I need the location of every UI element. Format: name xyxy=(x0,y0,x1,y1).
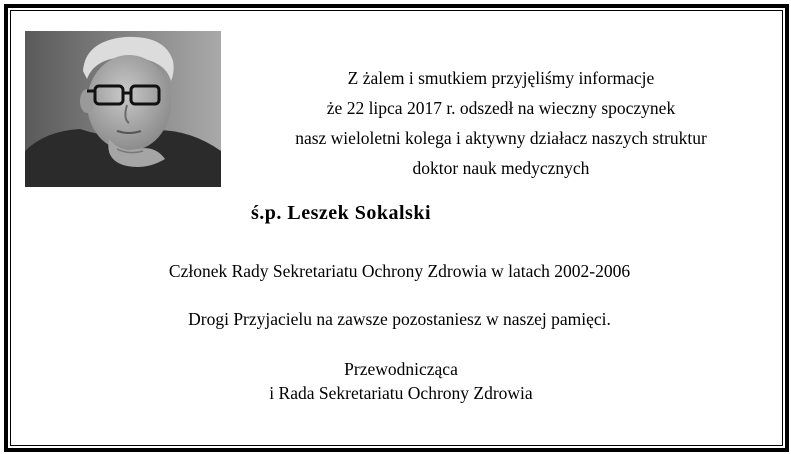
intro-text xyxy=(231,63,771,183)
intro-line: doktor nauk medycznych xyxy=(412,158,590,178)
farewell-message: Drogi Przyjacielu na zawsze pozostaniesz w naszej pamięci. xyxy=(188,309,611,329)
obituary-inner-frame xyxy=(10,10,783,446)
signature-line: i Rada Sekretariatu Ochrony Zdrowia xyxy=(269,383,533,403)
signature xyxy=(171,357,631,405)
intro-line: nasz wieloletni kolega i aktywny działacz naszych struktur xyxy=(295,128,707,148)
deceased-name: ś.p. Leszek Sokalski xyxy=(250,202,432,224)
obituary-card xyxy=(4,4,789,452)
intro-line: że 22 lipca 2017 r. odszedł na wieczny spoczynek xyxy=(326,98,676,118)
signature-line: Przewodnicząca xyxy=(344,359,458,379)
deceased-role: Członek Rady Sekretariatu Ochrony Zdrowia w latach 2002-2006 xyxy=(168,261,631,281)
portrait-photo xyxy=(25,31,221,187)
intro-line: Z żalem i smutkiem przyjęliśmy informacje xyxy=(347,68,655,88)
